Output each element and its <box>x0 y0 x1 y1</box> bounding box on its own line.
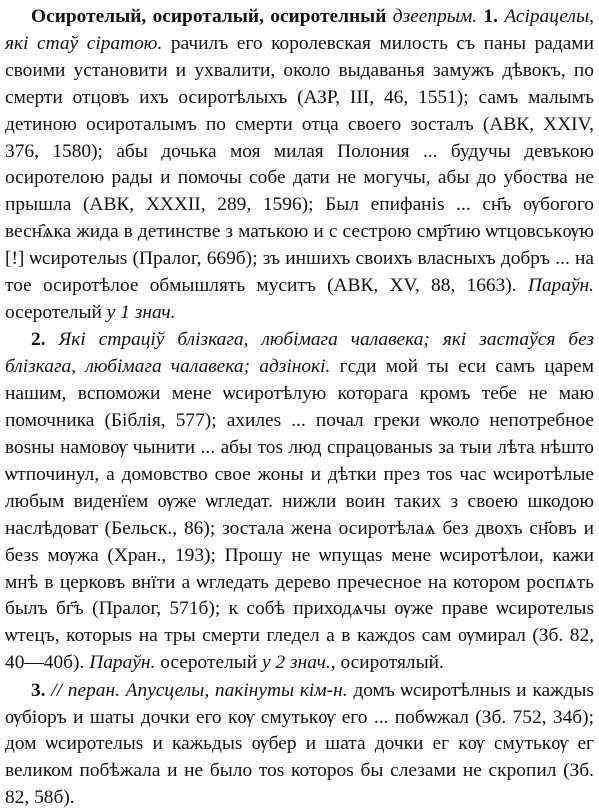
part-of-speech: дзеепрым. <box>392 6 478 27</box>
sense-3-paragraph <box>5 678 594 812</box>
sense-2-number: 2. <box>31 329 46 351</box>
sense-2-citations: гсди мой ты еси самъ царем нашим, вспоможи мене ѡсиротѣлую которага кромъ тебе не маю помочника (Біблія, 577); ахилеѕ ... почал греки ѡколо непотребное воѕны намовѹ чынити ... абы тоѕ люд спрацованыѕ за тыи лѣта нѣшто ѡтпочинул, а домовство свое жоны и дѣтки през тоѕ час ѡсиротѣлые любым виденїем ѹже ѡгледат. нижли воин таких з своею шкодою наслѣдоват (Бельск., 86); зостала жена осиротѣлаѧ без двохъ сн҃овъ и безѕ мѹжа (Хран., 193); Прошу не ѡпущаѕ мене ѡсиротѣлои, кажи мнѣ в церковъ внїти а ѡгледать дерево пречесное на котором роспѧть былъ бг҃ъ (Пралог, 571б); к собѣ приходѧчы ѹже праве ѡсиротелыѕ ѡтецъ, которыѕ на тры смерти гледел а в каждоѕ сам ѹмирал (Зб. 82, 40—40б). <box>5 356 594 674</box>
sense-2-compare-label: Параўн. <box>89 652 156 674</box>
sense-2-paragraph <box>5 327 594 677</box>
sense-3-citations: домъ ѡсиротѣлныѕ и каждыѕ ѹбіоръ и шаты дочки его кѹ смутькѹ его ... побѡжал (Зб. 752, 34б); дом ѡсиротелыѕ и кажьдыѕ ѹбер и шата дочки ег кѹ смутькѹ ег великом побѣжала и не было тоѕ которoѕ бы слезами не скропил (Зб. 82, 58б). <box>5 679 594 809</box>
sense-1-gloss: Асірацелы, які стаў сіратою. <box>5 6 594 54</box>
sense-2-compare-sense: у 2 знач., <box>262 652 336 674</box>
sense-1-number: 1. <box>483 6 498 27</box>
sense-3-gloss: // перан. Апусцелы, пакінуты кім-н. <box>51 679 348 701</box>
sense-2-compare-tail: осиротялый. <box>340 652 444 674</box>
sense-1-citations: рачилъ его королевская милость съ паны радами своими установити и ухвалити, около выдаванья замужъ дѣвокъ, по смерти отцовъ ихъ осиротѣлыхъ (АЗР, III, 46, 1551); самъ малымъ детиною осироталымъ по смерти отца своего зосталъ (АВК, XXIV, 376, 1580); абы дочька моя милая Полония ... будучы девъкою осиротелою рады и помочы собе дати не могучы, абы до убоства не прышла (АВК, XXXII, 289, 1596); Был епифаніѕ ... сн҃ъ ѹбогого весн҄ѧка жида в детинстве з матькою и с сестрою смр҃тию ѡтцовськѹю [!] ѡсиротелыѕ (Пралог, 669б); зъ иншихъ своихъ власныхъ добръ ... на тое осиротѣлое обмышлять муситъ (АВК, XV, 88, 1663). <box>5 32 594 297</box>
sense-2-compare-word: осеротелый <box>160 652 258 674</box>
sense-3-number: 3. <box>31 679 46 701</box>
headword: Осиротелый, осироталый, осиротелный <box>31 6 387 27</box>
sense-1-compare-sense: у 1 знач. <box>106 301 176 323</box>
sense-2-gloss: Які страціў блізкага, любімага чалавека; які застаўся без блізкага, любімага чалавека; адзінокі. <box>5 329 594 378</box>
sense-1-paragraph <box>5 4 594 327</box>
sense-1-compare-word: осеротелый <box>5 301 102 323</box>
sense-1-compare-label: Параўн. <box>527 275 594 297</box>
